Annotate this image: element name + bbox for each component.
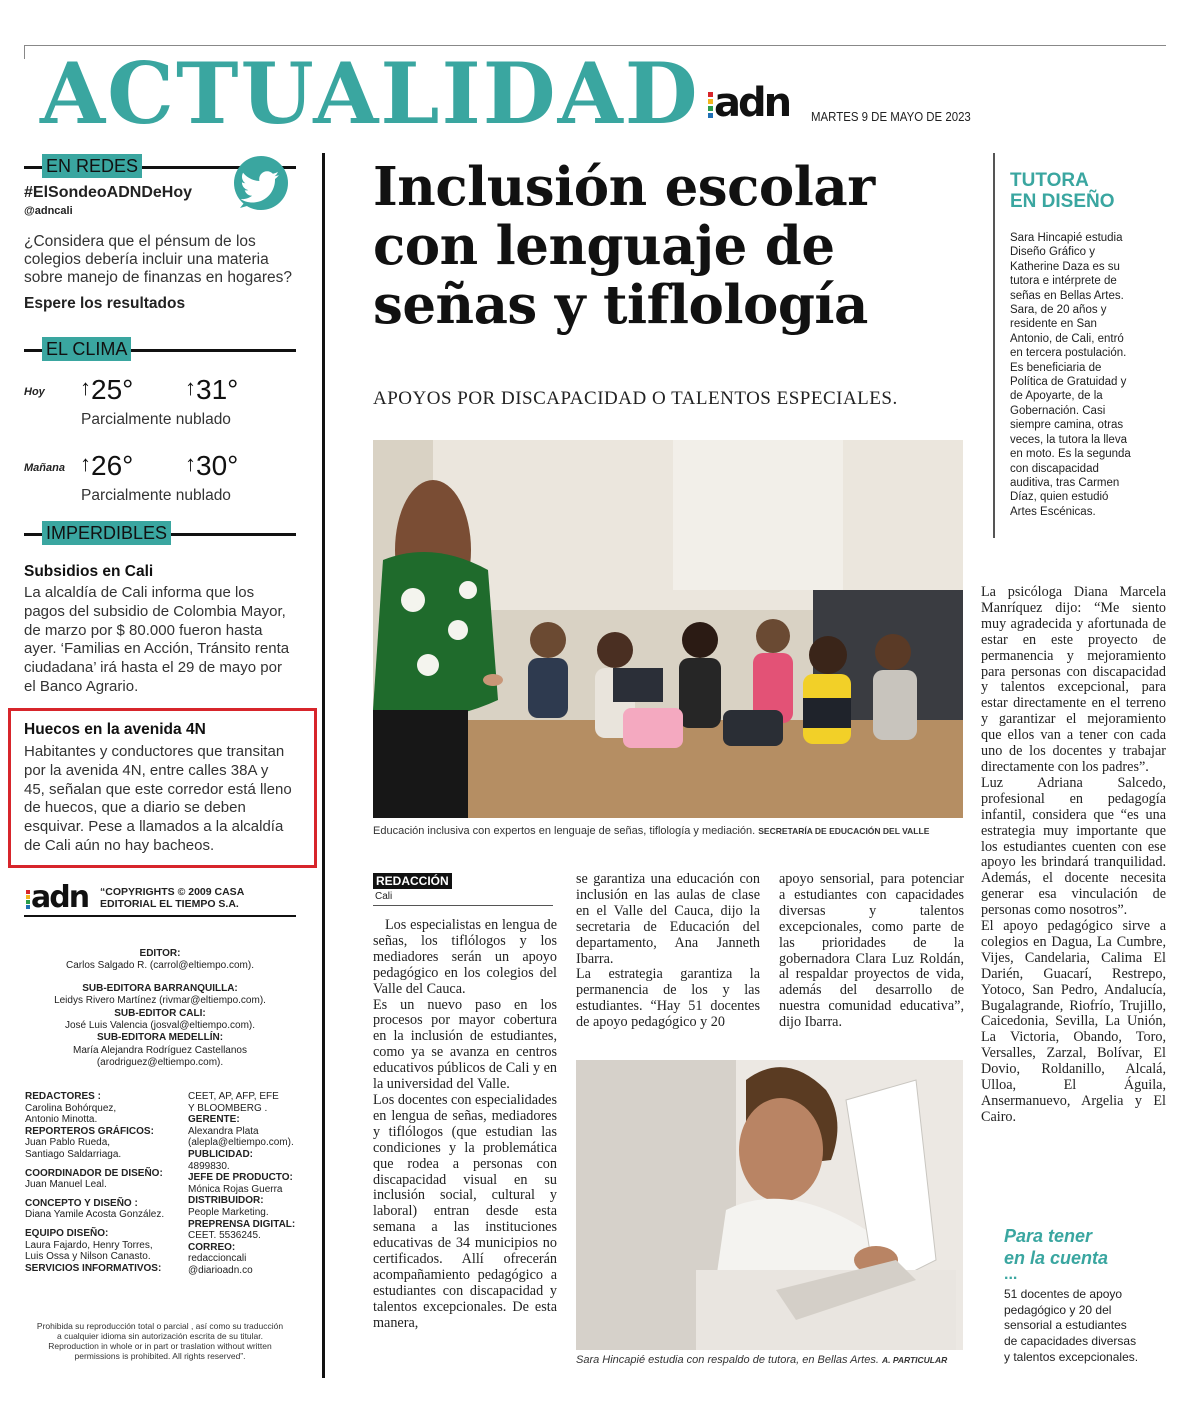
- sidebar-title: TUTORA EN DISEÑO: [1010, 170, 1115, 212]
- article-headline: Inclusión escolar con lenguaje de señas y tiflología: [373, 156, 875, 336]
- weather-tomorrow-label: Mañana: [24, 462, 65, 474]
- classroom-photo: [373, 440, 963, 818]
- poll-handle: @adncali: [24, 205, 73, 217]
- top-rule-tick: [24, 45, 25, 59]
- credits-right: CEET, AP, AFP, EFE Y BLOOMBERG . GERENTE: Alexandra Plata (alepla@eltiempo.com). PUBLICIDAD: 4899830. JEFE DE PRODUCTO: Mónica Rojas Guerra DISTRIBUIDOR: People Marketing. PREPRENSA DIGITAL: CEET. 5536245. CORREO: redaccioncali @diarioadn.co: [188, 1091, 296, 1276]
- imperdibles-label: IMPERDIBLES: [42, 521, 171, 545]
- arrow-up-icon: ↑: [185, 451, 196, 476]
- poll-result: Espere los resultados: [24, 295, 186, 312]
- weather-today-label: Hoy: [24, 386, 45, 398]
- el-clima-header: [24, 335, 304, 363]
- weather-today-min: ↑25°: [80, 374, 134, 405]
- arrow-up-icon: ↑: [185, 375, 196, 400]
- copyright-text: “COPYRIGHTS © 2009 CASA EDITORIAL EL TIEMPO S.A.: [100, 886, 245, 910]
- copyright-rule: [24, 915, 296, 917]
- imperdible-body-1: La alcaldía de Cali informa que los pagos del subsidio de Colombia Mayor, de marzo por $ 80.000 fueron hasta ayer. ‘Familias en Acción, Tránsito renta ciudadana’ irá hasta el 29 de mayo por el Banco Agrario.: [24, 584, 290, 695]
- staff-list: EDITOR: Carlos Salgado R. (carrol@eltiempo.com). SUB-EDITORA BARRANQUILLA: Leidys Rivero Martínez (rivmar@eltiempo.com). SUB-EDITOR CALI: José Luis Valencia (josval@eltiempo.com). SUB-EDITORA MEDELLÍN: María Alejandra Rodríguez Castellanos (arodriguez@eltiempo.com).: [54, 948, 266, 1069]
- photo2-credit: A. PARTICULAR: [881, 1355, 948, 1365]
- arrow-up-icon: ↑: [80, 375, 91, 400]
- arrow-up-icon: ↑: [80, 451, 91, 476]
- imperdibles-header: [24, 519, 304, 547]
- article-column-3: apoyo sensorial, para potenciar a estudiantes con capacidades diversas y talentos excepcionales, como parte de las prioridades de la gobernadora Clara Luz Roldán, al respaldar proyectos de vida, además del desarrollo de nuestra comunidad educativa”, dijo Ibarra.: [779, 872, 964, 1031]
- adn-brand-text: adn: [714, 80, 790, 126]
- para-tener-body: 51 docentes de apoyo pedagógico y 20 del sensorial a estudiantes de capacidades diversas y talentos excepcionales.: [1004, 1287, 1139, 1364]
- adn-footer-logo: [26, 880, 96, 915]
- section-title: ACTUALIDAD: [40, 44, 700, 143]
- imperdible-title-2: Huecos en la avenida 4N: [24, 721, 206, 738]
- weather-tomorrow-max: ↑30°: [185, 450, 239, 481]
- sidebar-body: Sara Hincapié estudia Diseño Gráfico y Katherine Daza es su tutora e intérprete de señas en Bellas Artes. Sara, de 20 años y residente en San Antonio, de Cali, entró en tercera postulación. Es beneficiaria de Política de Gratuidad y de Apoyarte, de la Gobernación. Casi siempre camina, otras veces, la tutora la lleva en moto. Es la segunda con discapacidad auditiva, tras Carmen Díaz, quien estudió Artes Escénicas.: [1010, 232, 1131, 518]
- imperdible-title-1: Subsidios en Cali: [24, 563, 154, 580]
- weather-today-desc: Parcialmente nublado: [81, 411, 231, 428]
- poll-question: ¿Considera que el pénsum de los colegios debería incluir una materia sobre manejo de finanzas en hogares?: [24, 233, 292, 286]
- column-divider: [322, 153, 325, 1378]
- rights-disclaimer: Prohibida su reproducción total o parcial , así como su traducción a cualquier idioma sin autorización escrita de su titular. Reproduction in whole or in part or traslation without written permissions is prohibited. All rights reserved”.: [36, 1321, 284, 1361]
- en-redes-label: EN REDES: [42, 154, 142, 178]
- article-subhead: APOYOS POR DISCAPACIDAD O TALENTOS ESPECIALES.: [373, 388, 898, 409]
- weather-tomorrow-desc: Parcialmente nublado: [81, 487, 231, 504]
- byline-rule: [373, 905, 553, 906]
- issue-date: MARTES 9 DE MAYO DE 2023: [811, 109, 971, 124]
- article-column-4: La psicóloga Diana Marcela Manríquez dijo: “Me siento muy agradecida y afortunada de estar en este proyecto de permanencia y mejoramiento para personas con discapacidad y talentos excepcional, para estar directamente en el terreno y garantizar el mejoramiento que ellos van a tener con cada uno de los docentes y trabajar directamente con los padres”. Luz Adriana Salcedo, profesional en pedagogía infantil, considera que “es una estrategia muy importante que los estudiantes cuenten con ese apoyo les brindará tranquilidad. Además, el docente necesita generar esa vinculación de personas como nosotros”. El apoyo pedagógico sirve a colegios en Dagua, La Cumbre, Vijes, Candelaria, Calima El Darién, Guacarí, Restrepo, Yotoco, San Pedro, Andalucía, Bugalagrande, Riofrío, Trujillo, Caicedonia, Sevilla, La Unión, La Victoria, Obando, Toro, Versalles, Zarzal, Bolívar, El Dovio, Roldanillo, Alcalá, Ulloa, El Águila, Ansermanuevo, Argelia y El Cairo.: [981, 585, 1166, 1125]
- credits-left: REDACTORES : Carolina Bohórquez, Antonio Minotta. REPORTEROS GRÁFICOS: Juan Pablo Rueda, Santiago Saldarriaga. COORDINADOR DE DISEÑO: Juan Manuel Leal. CONCEPTO Y DISEÑO : Diana Yamile Acosta González. EQUIPO DISEÑO: Laura Fajardo, Henry Torres, Luis Ossa y Nilson Canasto. SERVICIOS INFORMATIVOS:: [25, 1091, 165, 1274]
- photo1-credit: SECRETARÍA DE EDUCACIÓN DEL VALLE: [758, 826, 930, 836]
- photo1-caption: Educación inclusiva con expertos en lenguaje de señas, tiflología y mediación. SECRETARÍA DE EDUCACIÓN DEL VALLE: [373, 825, 930, 837]
- sidebar-rule: [993, 153, 995, 538]
- article-column-2: se garantiza una educación con inclusión en las aulas de clase en el Valle del Cauca, dijo la secretaria de Educación del departamento, Ana Janneth Ibarra. La estrategia garantiza la permanencia de los y las estudiantes. “Hay 51 docentes de apoyo pedagógico y 20: [576, 872, 760, 1031]
- student-photo: [576, 1060, 963, 1350]
- para-tener-dots: ...: [1004, 1266, 1018, 1283]
- byline-tag: REDACCIÓN: [373, 873, 452, 889]
- para-tener-title: Para tener en la cuenta: [1004, 1226, 1109, 1268]
- el-clima-label: EL CLIMA: [42, 337, 131, 361]
- adn-footer-text: adn: [31, 880, 89, 915]
- byline-city: Cali: [375, 891, 393, 902]
- adn-brand-logo: [706, 80, 806, 126]
- imperdible-body-2: Habitantes y conductores que transitan por la avenida 4N, entre calles 38A y 45, señalan que este corredor está lleno de huecos, que a diario se deben esquivar. Pese a llamados a la alcaldía de Cali aún no hay bacheos.: [24, 743, 292, 854]
- weather-today-max: ↑31°: [185, 374, 239, 405]
- poll-hashtag: #ElSondeoADNDeHoy: [24, 184, 193, 201]
- article-column-1: Los especialistas en lengua de señas, los tiflólogos y los mediadores serán un apoyo pedagógico en los colegios del Valle del Cauca. Es un nuevo paso en los procesos por mayor cobertura en la inclusión de estudiantes, como ya se avanza en centros educativos públicos de Cali y en la universidad del Valle. Los docentes con especialidades en lengua de señas, mediadores y tiflólogos (que estudian las condiciones y la problemática que rodea a personas con discapacidad visual en su inclusión social, cultural y laboral) entran desde esta semana a las instituciones educativas de 34 municipios no certificados. Allí ofrecerán acompañamiento pedagógico a estudiantes con discapacidad y talentos excepcionales. De esta manera,: [373, 918, 557, 1331]
- twitter-bird-icon: [230, 156, 292, 214]
- photo2-caption: Sara Hincapié estudia con respaldo de tutora, en Bellas Artes. A. PARTICULAR: [576, 1354, 948, 1366]
- weather-tomorrow-min: ↑26°: [80, 450, 134, 481]
